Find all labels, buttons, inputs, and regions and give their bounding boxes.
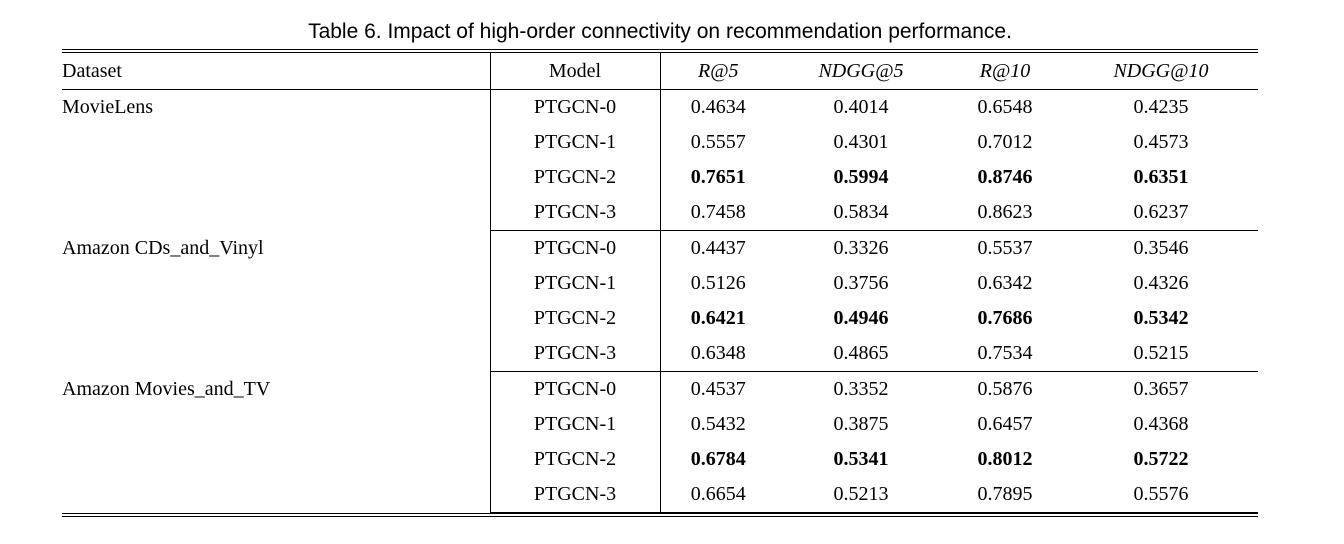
model-cell: PTGCN-0 (490, 90, 660, 126)
ndgg5-cell: 0.5213 (776, 477, 946, 513)
r10-cell: 0.6342 (977, 272, 1033, 294)
model-cell: PTGCN-1 (490, 125, 660, 160)
r5-cell: 0.5432 (690, 413, 746, 435)
group-amazon-cds-and-vinyl (62, 231, 1258, 372)
ndgg5-cell-best: 0.4946 (833, 307, 889, 329)
ndgg5-cell: 0.3352 (833, 378, 889, 400)
group-movielens (62, 90, 1258, 231)
r10-cell: 0.8623 (946, 195, 1064, 231)
ndgg10-cell: 0.3546 (1133, 237, 1189, 259)
table-caption: Table 6. Impact of high-order connectivity on recommendation performance. (308, 20, 1012, 43)
ndgg5-cell: 0.3875 (833, 413, 889, 435)
table-row (62, 231, 1258, 267)
table-row (62, 90, 1258, 126)
ndgg10-cell-best: 0.5722 (1133, 448, 1189, 470)
ndgg5-cell: 0.3756 (833, 272, 889, 294)
ndgg5-cell: 0.5834 (776, 195, 946, 231)
model-cell: PTGCN-2 (490, 160, 660, 195)
r10-cell: 0.7012 (977, 131, 1033, 153)
model-cell: PTGCN-2 (490, 442, 660, 477)
ndgg10-cell: 0.5215 (1064, 336, 1258, 372)
ndgg5-cell: 0.4865 (776, 336, 946, 372)
dataset-cell: Amazon Movies_and_TV (62, 372, 490, 513)
bottom-double-rule (62, 513, 1258, 517)
ndgg10-cell-best: 0.5342 (1133, 307, 1189, 329)
ndgg10-cell: 0.4235 (1133, 96, 1189, 118)
r5-cell: 0.5126 (690, 272, 746, 294)
ndgg10-cell: 0.4326 (1133, 272, 1189, 294)
model-cell: PTGCN-3 (490, 477, 660, 513)
results-table (62, 53, 1258, 513)
r5-cell: 0.4437 (690, 237, 746, 259)
header-ndgg5: NDGG@5 (776, 53, 946, 90)
r5-cell: 0.6654 (660, 477, 776, 513)
ndgg5-cell-best: 0.5341 (833, 448, 889, 470)
dataset-cell: Amazon CDs_and_Vinyl (62, 231, 490, 372)
r5-cell-best: 0.6421 (690, 307, 746, 329)
r10-cell-best: 0.8746 (977, 166, 1033, 188)
model-cell: PTGCN-1 (490, 266, 660, 301)
header-dataset: Dataset (62, 53, 490, 90)
r10-cell: 0.5537 (977, 237, 1033, 259)
r5-cell: 0.5557 (690, 131, 746, 153)
group-amazon-movies-and-tv (62, 372, 1258, 513)
ndgg10-cell: 0.5576 (1064, 477, 1258, 513)
dataset-cell: MovieLens (62, 90, 490, 231)
header-model: Model (490, 53, 660, 90)
header-ndgg10: NDGG@10 (1064, 53, 1258, 90)
r10-cell: 0.7534 (946, 336, 1064, 372)
model-cell: PTGCN-1 (490, 407, 660, 442)
model-cell: PTGCN-3 (490, 336, 660, 372)
header-r10: R@10 (946, 53, 1064, 90)
r10-cell: 0.6457 (977, 413, 1033, 435)
ndgg5-cell: 0.3326 (833, 237, 889, 259)
r5-cell-best: 0.7651 (690, 166, 746, 188)
r10-cell: 0.6548 (977, 96, 1033, 118)
model-cell: PTGCN-3 (490, 195, 660, 231)
header-row (62, 53, 1258, 90)
ndgg10-cell: 0.4368 (1133, 413, 1189, 435)
r5-cell: 0.6348 (660, 336, 776, 372)
model-cell: PTGCN-0 (490, 372, 660, 408)
model-cell: PTGCN-0 (490, 231, 660, 267)
ndgg10-cell-best: 0.6351 (1133, 166, 1189, 188)
r10-cell-best: 0.7686 (977, 307, 1033, 329)
r5-cell: 0.4537 (690, 378, 746, 400)
ndgg10-cell: 0.4573 (1133, 131, 1189, 153)
table-row (62, 372, 1258, 408)
ndgg10-cell: 0.6237 (1064, 195, 1258, 231)
r10-cell: 0.7895 (946, 477, 1064, 513)
r5-cell: 0.4634 (690, 96, 746, 118)
r10-cell: 0.5876 (977, 378, 1033, 400)
ndgg5-cell: 0.4301 (833, 131, 889, 153)
r10-cell-best: 0.8012 (977, 448, 1033, 470)
ndgg10-cell: 0.3657 (1133, 378, 1189, 400)
header-r5: R@5 (660, 53, 776, 90)
model-cell: PTGCN-2 (490, 301, 660, 336)
r5-cell: 0.7458 (660, 195, 776, 231)
ndgg5-cell-best: 0.5994 (833, 166, 889, 188)
ndgg5-cell: 0.4014 (833, 96, 889, 118)
results-table-wrapper (62, 49, 1258, 517)
r5-cell-best: 0.6784 (690, 448, 746, 470)
